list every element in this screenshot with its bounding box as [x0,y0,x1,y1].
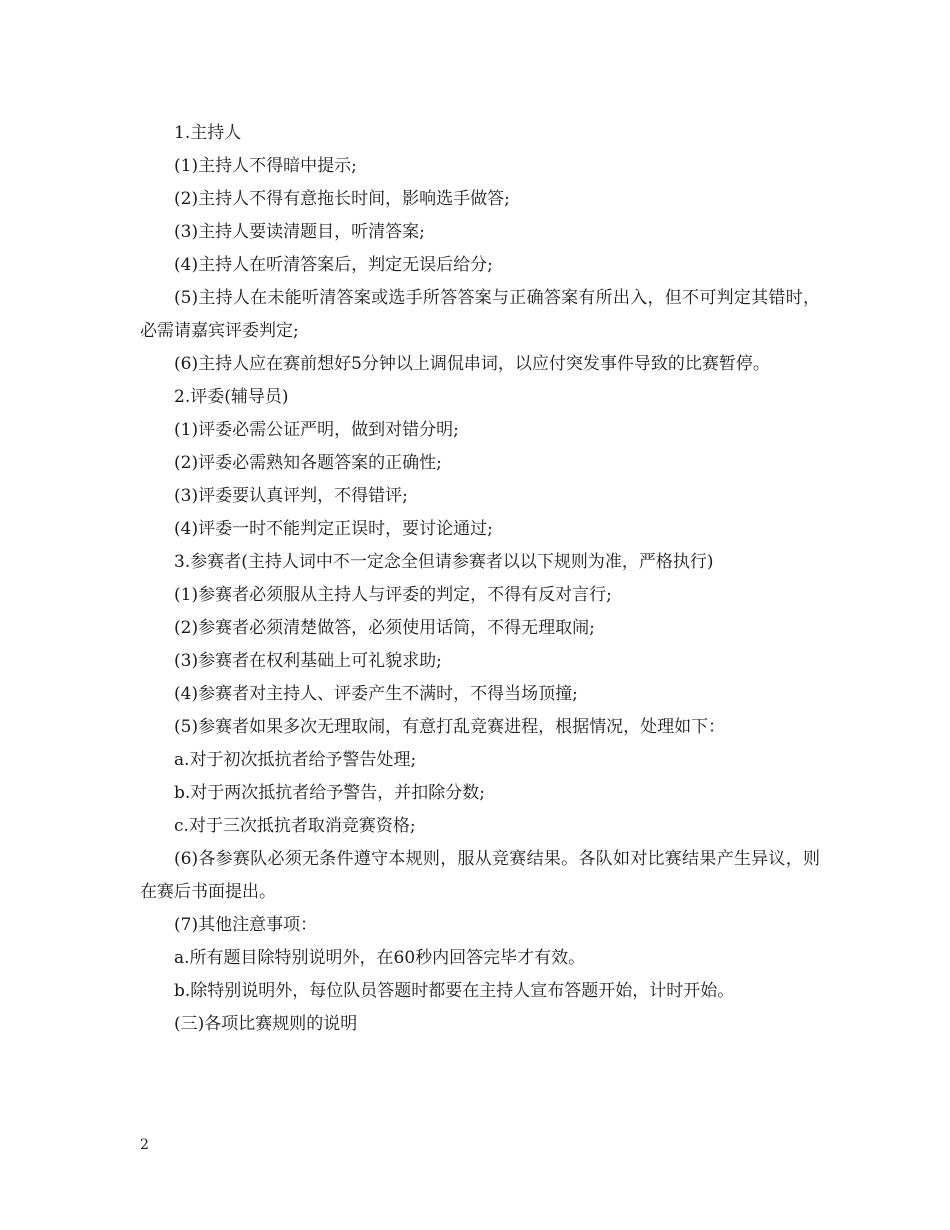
paragraph: (4)主持人在听清答案后，判定无误后给分; [174,255,493,275]
paragraph: b.对于两次抵抗者给予警告，并扣除分数; [174,783,486,803]
paragraph: (2)参赛者必须清楚做答，必须使用话筒，不得无理取闹; [174,618,595,638]
paragraph: (1)主持人不得暗中提示; [174,156,357,176]
page-number: 2 [140,1137,149,1153]
document-body [140,117,820,1041]
paragraph: (5)主持人在未能听清答案或选手所答答案与正确答案有所出入，但不可判定其错时，必需请嘉宾评委判定; [140,288,820,341]
paragraph: a.所有题目除特别说明外，在60秒内回答完毕才有效。 [174,948,586,968]
paragraph: (3)主持人要读清题目，听清答案; [174,222,425,242]
paragraph: (5)参赛者如果多次无理取闹，有意打乱竞赛进程，根据情况，处理如下： [174,717,726,737]
paragraph: (4)评委一时不能判定正误时，要讨论通过; [174,519,493,539]
paragraph: (4)参赛者对主持人、评委产生不满时，不得当场顶撞; [174,684,578,704]
paragraph: b.除特别说明外，每位队员答题时都要在主持人宣布答题开始，计时开始。 [174,981,735,1001]
paragraph: (1)评委必需公证严明，做到对错分明; [174,420,459,440]
paragraph: (3)参赛者在权利基础上可礼貌求助; [174,651,442,671]
heading-host: 1.主持人 [174,123,242,143]
paragraph: (3)评委要认真评判，不得错评; [174,486,408,506]
heading-judges: 2.评委(辅导员) [174,387,289,407]
section-heading: (三)各项比赛规则的说明 [174,1014,358,1034]
paragraph: a.对于初次抵抗者给予警告处理; [174,750,417,770]
paragraph: (6)主持人应在赛前想好5分钟以上调侃串词，以应付突发事件导致的比赛暂停。 [174,354,770,374]
paragraph: c.对于三次抵抗者取消竞赛资格; [174,816,416,836]
paragraph: (2)主持人不得有意拖长时间，影响选手做答; [174,189,510,209]
heading-contestants: 3.参赛者(主持人词中不一定念全但请参赛者以以下规则为准，严格执行) [174,552,714,572]
paragraph: (6)各参赛队必须无条件遵守本规则，服从竞赛结果。各队如对比赛结果产生异议，则在赛后书面提出。 [140,849,820,902]
paragraph: (2)评委必需熟知各题答案的正确性; [174,453,442,473]
paragraph: (1)参赛者必须服从主持人与评委的判定，不得有反对言行; [174,585,612,605]
paragraph: (7)其他注意事项： [174,915,318,935]
